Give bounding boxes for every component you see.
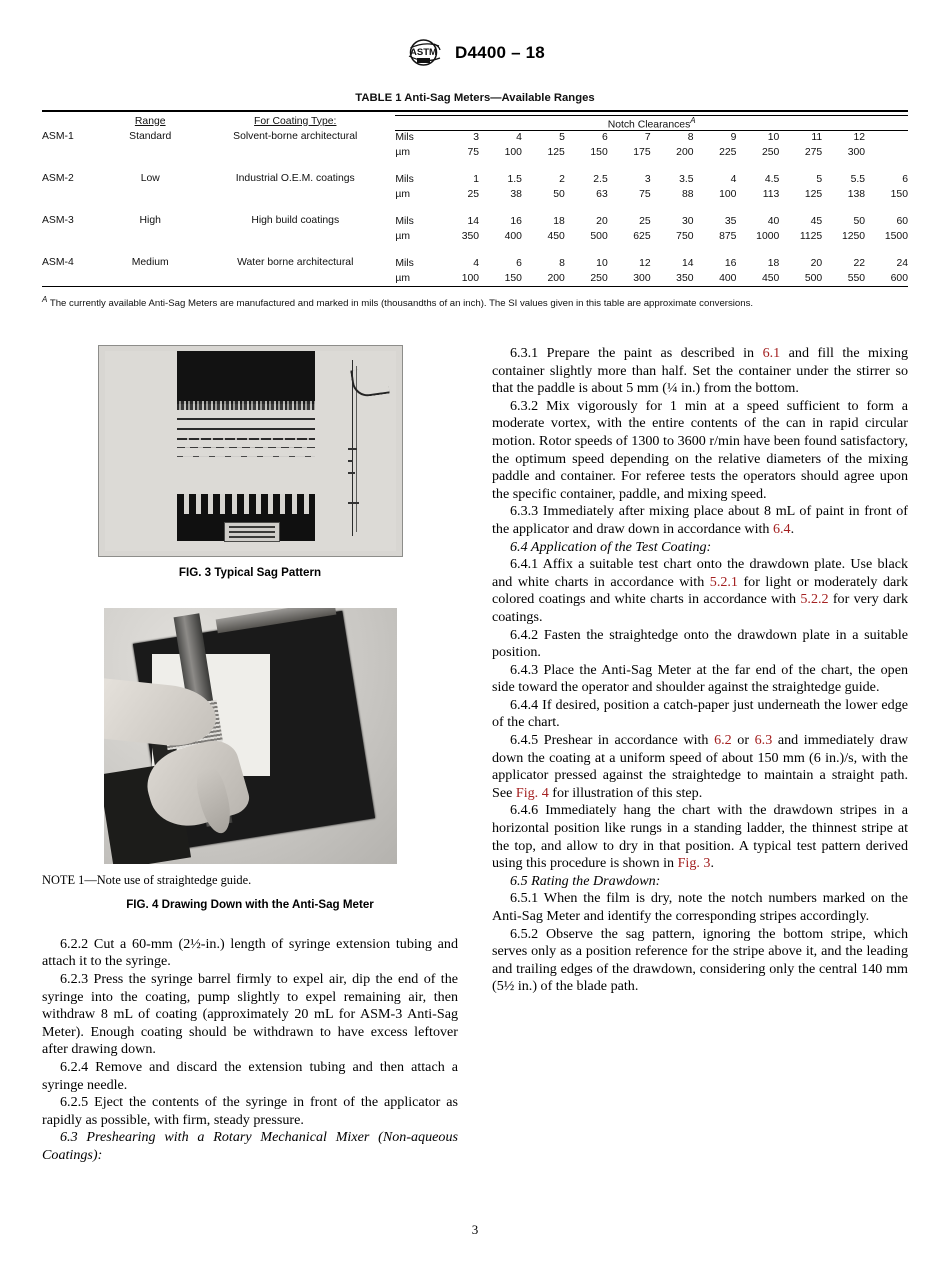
mils-value: 4.5 [764, 174, 780, 186]
paragraph [492, 732, 908, 802]
row-range: Standard [129, 130, 172, 142]
um-value: 600 [890, 272, 908, 284]
unit-um: µm [395, 146, 410, 158]
row-coating-type: Water borne architectural [237, 257, 354, 269]
paragraph-text: When the film is dry, note the notch numbers marked on the Anti-Sag Meter and identify the corresponding stripes accordingly. [492, 890, 908, 924]
um-value [865, 146, 908, 161]
section-number: 6.2.5 [60, 1094, 89, 1111]
mils-value: 10 [596, 258, 608, 270]
mils-value: 3 [644, 174, 651, 186]
table-row [42, 257, 908, 272]
note-text: 1—Note use of straightedge guide. [75, 872, 252, 887]
paragraph [492, 926, 908, 996]
paragraph [492, 627, 908, 662]
table-1-block [42, 92, 908, 311]
paragraph [492, 345, 908, 398]
footnote-text: The currently available Anti-Sag Meters are manufactured and marked in mils (thousandths of an inch). The SI values given in this table are approximate conversions. [49, 298, 754, 310]
paragraph-text: Prepare the paint as described in [538, 345, 763, 361]
um-value: 500 [590, 230, 608, 242]
um-value: 63 [596, 188, 608, 200]
cross-reference-link[interactable]: 6.4 [772, 520, 791, 537]
paragraph-text: for very dark coatings. [492, 591, 908, 625]
row-id: ASM-2 [42, 173, 74, 185]
um-value: 75 [467, 146, 480, 158]
paragraph [492, 398, 908, 504]
paragraph [492, 662, 908, 697]
mils-value: 12 [639, 258, 651, 270]
fig4-photo [104, 608, 397, 864]
mils-value: 4 [473, 258, 480, 270]
row-id: ASM-3 [42, 215, 74, 227]
um-value: 1500 [884, 230, 908, 242]
left-column [42, 345, 458, 1165]
mils-value [865, 131, 908, 146]
mils-value: 16 [510, 216, 522, 228]
row-coating-type: Solvent-borne architectural [233, 130, 358, 142]
row-coating-type: High build coatings [251, 215, 340, 227]
paragraph-text: Cut a 60-mm (2½-in.) length of syringe extension tubing and attach it to the syringe. [42, 935, 458, 970]
paragraph-text: If desired, position a catch-paper just underneath the lower edge of the chart. [492, 696, 908, 731]
mils-value: 45 [810, 216, 823, 228]
figure-3 [42, 345, 458, 582]
row-range: Medium [131, 257, 169, 269]
paragraph [492, 873, 908, 891]
unit-mils: Mils [395, 174, 414, 186]
paragraph [492, 697, 908, 732]
paragraph-text: . [710, 855, 714, 872]
section-number: 6.4.6 [510, 802, 539, 819]
section-number: 6.5 [510, 872, 528, 889]
astm-logo-icon [405, 38, 445, 68]
mils-value: 9 [730, 132, 737, 144]
section-number: 6.5.2 [510, 925, 539, 942]
section-number: 6.2.3 [60, 970, 89, 987]
paragraph [42, 971, 458, 1059]
paragraph [492, 556, 908, 626]
cross-reference-link[interactable]: 5.2.2 [800, 591, 829, 608]
mils-value: 7 [644, 132, 651, 144]
table-row-gap [42, 202, 908, 215]
cross-reference-link[interactable]: 6.1 [762, 345, 781, 361]
section-number: 6.4.2 [510, 626, 539, 643]
um-value: 200 [547, 272, 565, 284]
col-header-notch-clearances: Notch Clearances [607, 119, 691, 131]
um-value: 750 [676, 230, 694, 242]
paragraph-text: for light or moderately dark colored coatings and white charts in accordance with [492, 573, 908, 608]
page-number: 3 [471, 1222, 479, 1237]
um-value: 400 [719, 272, 737, 284]
mils-value: 40 [767, 216, 780, 228]
mils-value: 5 [816, 174, 823, 186]
um-value: 625 [633, 230, 651, 242]
mils-value: 14 [681, 258, 694, 270]
table-footnote [42, 293, 908, 310]
mils-value: 1 [473, 174, 480, 186]
um-value: 300 [847, 146, 866, 158]
mils-value: 22 [853, 258, 866, 270]
um-value: 300 [633, 272, 651, 284]
paragraph-text: Press the syringe barrel firmly to expel air, dip the end of the syringe into the coating, pump slightly to expel remaining air, then withdraw 8 mL of coating (approximately 20 mL for ASM-3 Anti-Sag Meter). Enough coating should be withdrawn to have excess leftover after drawing down. [42, 970, 458, 1058]
fig3-caption: FIG. 3 Typical Sag Pattern [178, 566, 322, 579]
um-value: 550 [847, 272, 866, 284]
um-value: 1000 [756, 230, 780, 242]
um-value: 250 [590, 272, 608, 284]
um-value: 1125 [799, 230, 823, 242]
cross-reference-link[interactable]: 5.2.1 [709, 573, 738, 590]
paragraph-text: for illustration of this step. [548, 784, 703, 801]
section-number: 6.5.1 [510, 890, 539, 907]
paragraph-text: Mix vigorously for 1 min at a speed sufficient to form a moderate vortex, with the entire contents of the can in rapid circular motion. Rotor speeds of 1300 to 3600 r/min have been found satisfactory, the optimum speed depending on the relative diameters of the mixing paddle and container. For referee tests the operators should agree upon the specific container, paddle, and mixing speed. [492, 397, 908, 502]
mils-value: 20 [810, 258, 823, 270]
paragraph-text: and immediately draw down the coating at a uniform speed of about 150 mm (6 in.)/s, with the applicator pressed against the straightedge to maintain a straight path. See [492, 732, 908, 801]
table-caption: TABLE 1 Anti-Sag Meters—Available Ranges [355, 92, 595, 104]
um-value: 100 [719, 188, 737, 200]
mils-value: 30 [681, 216, 694, 228]
um-value: 150 [890, 188, 908, 200]
paragraph-text: Remove and discard the extension tubing and then attach a syringe needle. [42, 1058, 458, 1093]
row-range: Low [140, 173, 160, 185]
mils-value: 50 [853, 216, 866, 228]
fig4-caption: FIG. 4 Drawing Down with the Anti-Sag Meter [126, 898, 374, 912]
mils-value: 8 [687, 132, 694, 144]
um-value: 150 [504, 272, 522, 284]
mils-value: 12 [853, 132, 866, 144]
um-value: 150 [590, 146, 608, 158]
col-header-coating-type: For Coating Type: [254, 115, 337, 127]
paragraph-text: Affix a suitable test chart onto the drawdown plate. Use black and white charts in accordance with [492, 556, 908, 590]
paragraph [492, 890, 908, 925]
mils-value: 3.5 [679, 174, 694, 186]
section-number: 6.4.4 [510, 696, 539, 713]
section-number: 6.3 [60, 1129, 78, 1146]
paragraph [492, 539, 908, 557]
anti-sag-meters-table [42, 110, 908, 289]
mils-value: 18 [767, 258, 780, 270]
mils-value: 20 [596, 216, 608, 228]
footnote-marker-a: A [690, 116, 696, 125]
cross-reference-link[interactable]: 6.3 [754, 732, 773, 749]
document-title: D4400 – 18 [455, 43, 545, 62]
note-label: NOTE [42, 872, 76, 887]
paragraph-text: Preshear in accordance with [538, 732, 715, 749]
unit-um: µm [395, 272, 410, 284]
fig4-note [42, 872, 458, 890]
mils-value: 6 [601, 132, 608, 144]
col-header-range: Range [134, 115, 166, 127]
mils-value: 4 [516, 132, 522, 144]
paragraph-text: Rating the Drawdown: [527, 872, 661, 889]
um-value: 125 [804, 188, 823, 200]
mils-value: 16 [724, 258, 737, 270]
section-number: 6.4.5 [510, 732, 539, 749]
paragraph-text: or [731, 732, 755, 749]
mils-value: 6 [516, 258, 522, 270]
um-value: 38 [510, 188, 522, 200]
um-value: 1250 [841, 230, 866, 242]
cross-reference-link[interactable]: Fig. 4 [515, 784, 549, 801]
um-value: 88 [681, 188, 694, 200]
paragraph-text: Application of the Test Coating: [527, 538, 712, 555]
cross-reference-link[interactable]: 6.2 [714, 732, 732, 749]
row-id: ASM-4 [42, 257, 74, 269]
mils-value: 14 [467, 216, 480, 228]
page-header [0, 38, 950, 72]
row-range: High [139, 215, 161, 227]
section-number: 6.4 [510, 538, 528, 555]
paragraph-text: . [790, 520, 795, 537]
paragraph [42, 1094, 458, 1129]
paragraph-text: Eject the contents of the syringe in front of the applicator as rapidly as possible, with firm, steady pressure. [42, 1094, 458, 1128]
mils-value: 2 [559, 174, 565, 186]
mils-value: 8 [559, 258, 565, 270]
table-row [42, 215, 908, 230]
paragraph-text: Observe the sag pattern, ignoring the bottom stripe, which serves only as a position reference for the stripe above it, and the leading and trailing edges of the drawdown, considering only the central 140 mm (5½ in.) of the blade path. [492, 925, 908, 995]
right-paragraphs [492, 345, 908, 996]
mils-value: 60 [896, 216, 908, 228]
um-value: 400 [504, 230, 522, 242]
paragraph [492, 503, 908, 538]
unit-mils: Mils [395, 132, 414, 144]
um-value: 450 [761, 272, 780, 284]
um-value: 275 [804, 146, 823, 158]
paragraph-text: Preshearing with a Rotary Mechanical Mixer (Non-aqueous Coatings): [42, 1129, 458, 1163]
table-row-gap [42, 160, 908, 173]
paragraph-text: Place the Anti-Sag Meter at the far end of the chart, the open side toward the operator and shoulder against the straightedge guide. [492, 661, 908, 696]
footnote-label: A [42, 295, 48, 305]
um-value: 350 [461, 230, 480, 242]
um-value: 50 [553, 188, 565, 200]
mils-value: 11 [811, 132, 823, 144]
um-value: 100 [504, 146, 522, 158]
um-value: 350 [676, 272, 694, 284]
unit-mils: Mils [395, 216, 414, 228]
mils-value: 1.5 [507, 174, 522, 186]
mils-value: 24 [896, 258, 908, 270]
mils-value: 18 [553, 216, 565, 228]
paragraph [42, 936, 458, 971]
section-number: 6.3.2 [510, 397, 539, 414]
um-value: 250 [761, 146, 780, 158]
table-row-gap [42, 244, 908, 257]
row-id: ASM-1 [42, 130, 74, 142]
mils-value: 35 [724, 216, 737, 228]
fig3-photo [98, 345, 403, 557]
right-column [492, 345, 908, 996]
mils-value: 10 [767, 132, 780, 144]
um-value: 450 [547, 230, 565, 242]
um-value: 875 [719, 230, 737, 242]
paragraph-text: and fill the mixing container slightly more than half. Set the container under the stirrer so that the paddle is about 5 mm (¼ in.) from the bottom. [492, 345, 908, 397]
paragraph-text: Fasten the straightedge onto the drawdown plate in a suitable position. [492, 626, 908, 661]
section-number: 6.2.4 [60, 1058, 89, 1075]
um-value: 500 [804, 272, 823, 284]
section-number: 6.3.3 [510, 503, 539, 520]
table-header-row [42, 116, 908, 131]
paragraph [42, 1059, 458, 1094]
unit-um: µm [395, 188, 410, 200]
left-paragraphs [42, 936, 458, 1165]
section-number: 6.2.2 [60, 935, 89, 952]
paragraph-text: Immediately after mixing place about 8 mL of paint in front of the applicator and draw down in accordance with [492, 503, 908, 537]
row-coating-type: Industrial O.E.M. coatings [235, 173, 355, 185]
section-number: 6.4.1 [510, 556, 539, 573]
um-value: 75 [639, 188, 651, 200]
section-number: 6.4.3 [510, 661, 539, 678]
mils-value: 5.5 [850, 174, 866, 186]
paragraph [492, 802, 908, 872]
paragraph [42, 1129, 458, 1164]
unit-mils: Mils [395, 258, 414, 270]
svg-text:ASTM: ASTM [410, 47, 438, 58]
cross-reference-link[interactable]: Fig. 3 [677, 855, 711, 872]
mils-value: 6 [902, 174, 908, 186]
paragraph-text: Immediately hang the chart with the drawdown stripes in a horizontal position like rungs in a standing ladder, the thinnest stripe at the top, and allow to dry in that position. A typical test pattern derived using this procedure is shown in [492, 802, 908, 872]
um-value: 100 [461, 272, 480, 284]
mils-value: 4 [730, 174, 737, 186]
section-number: 6.3.1 [510, 345, 539, 361]
um-value: 200 [676, 146, 694, 158]
mils-value: 25 [639, 216, 651, 228]
figure-4 [42, 608, 458, 914]
table-row [42, 131, 908, 146]
um-value: 125 [547, 146, 565, 158]
mils-value: 2.5 [593, 174, 608, 186]
unit-um: µm [395, 230, 410, 242]
table-row [42, 173, 908, 188]
mils-value: 3 [473, 132, 480, 144]
um-value: 25 [467, 188, 480, 200]
um-value: 113 [762, 188, 780, 200]
um-value: 225 [719, 146, 737, 158]
mils-value: 5 [559, 132, 565, 144]
table-bottom-rule [42, 287, 908, 290]
um-value: 175 [633, 146, 651, 158]
um-value: 138 [847, 188, 866, 200]
